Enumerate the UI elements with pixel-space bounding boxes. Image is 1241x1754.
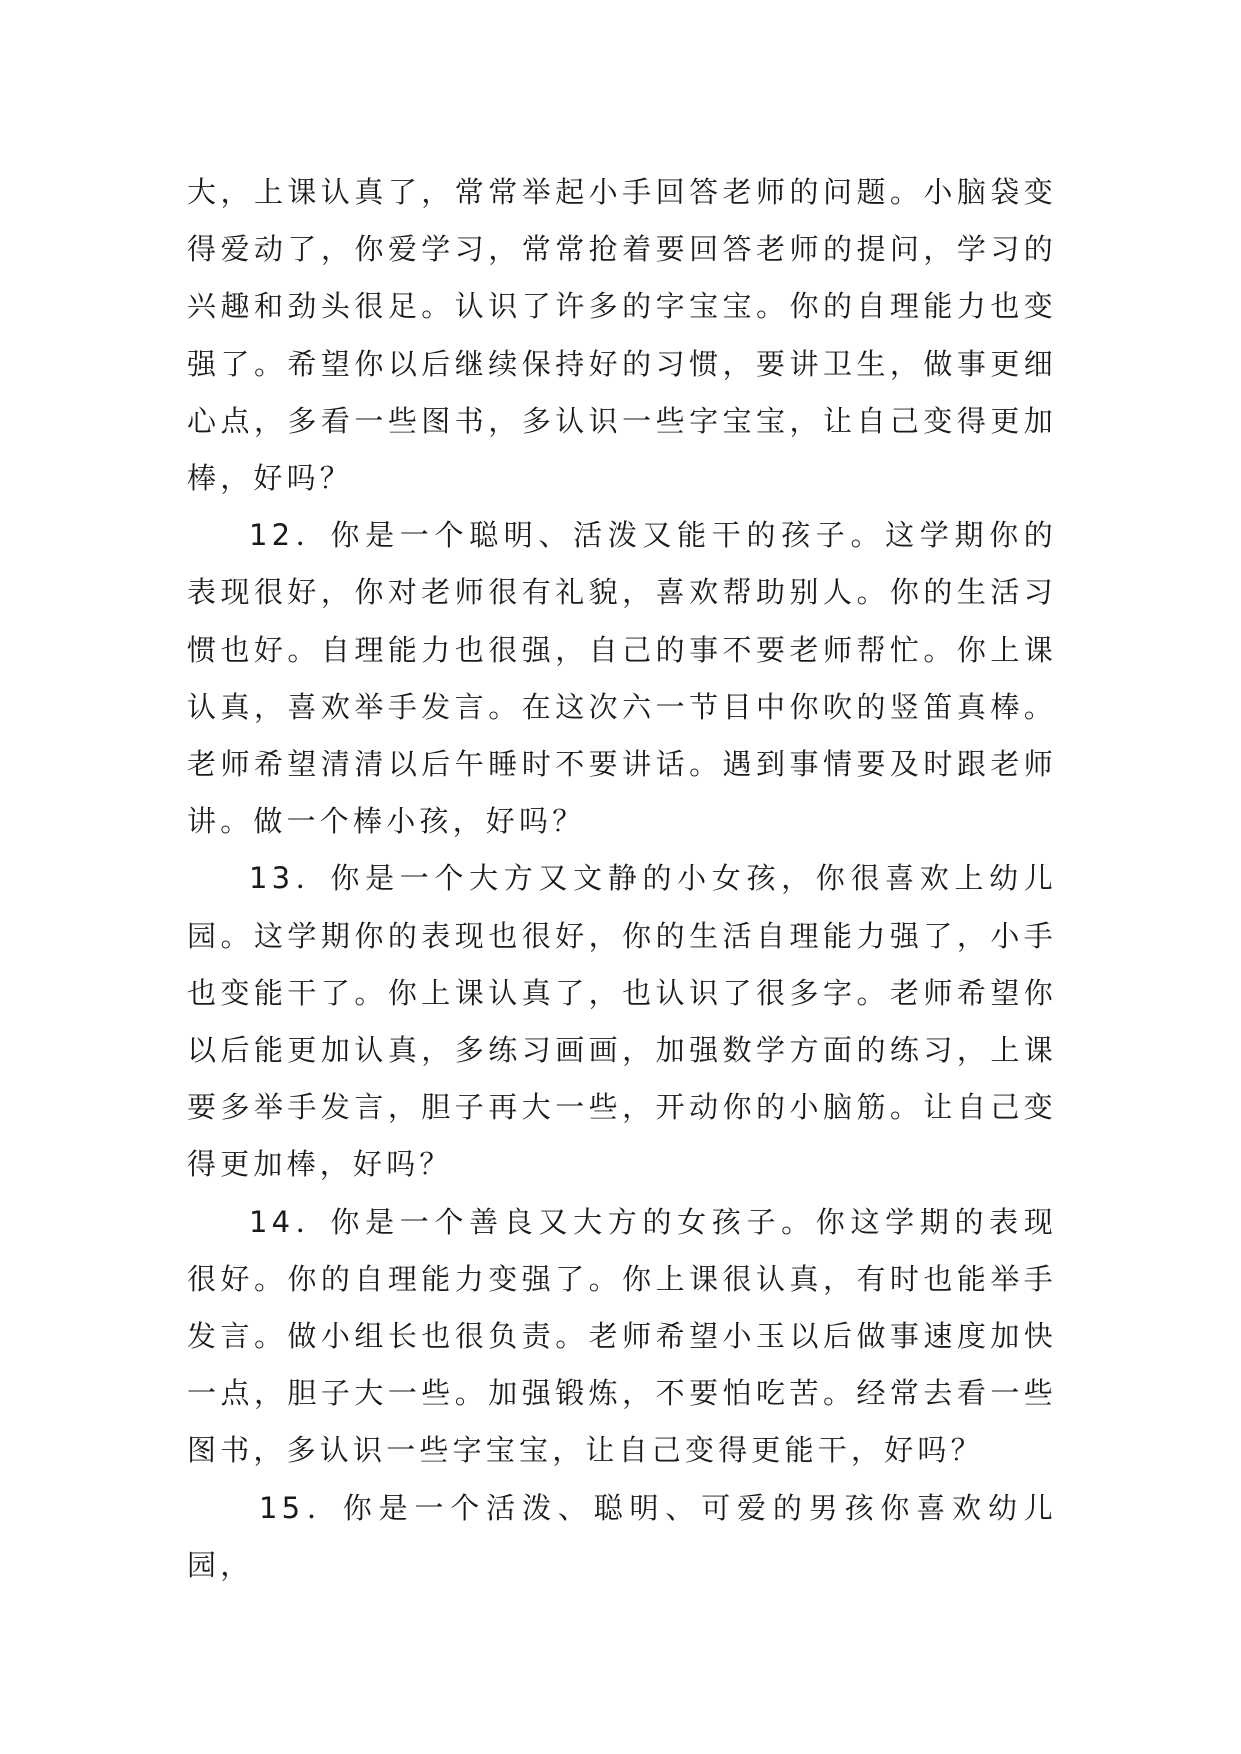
document-body xyxy=(187,164,1057,1594)
paragraph-15: 15．你是一个活泼、聪明、可爱的男孩你喜欢幼儿园， xyxy=(187,1490,1057,1582)
paragraph-13: 13．你是一个大方又文静的小女孩，你很喜欢上幼儿园。这学期你的表现也很好，你的生活自理能力强了，小手也变能干了。你上课认真了，也认识了很多字。老师希望你以后能更加认真，多练习画画，加强数学方面的练习，上课要多举手发言，胆子再大一些，开动你的小脑筋。让自己变得更加棒，好吗？ xyxy=(187,861,1057,1182)
paragraph-14: 14．你是一个善良又大方的女孩子。你这学期的表现很好。你的自理能力变强了。你上课很认真，有时也能举手发言。做小组长也很负责。老师希望小玉以后做事速度加快一点，胆子大一些。加强锻炼，不要怕吃苦。经常去看一些图书，多认识一些字宝宝，让自己变得更能干，好吗？ xyxy=(187,1204,1057,1468)
paragraph-12: 12．你是一个聪明、活泼又能干的孩子。这学期你的表现很好，你对老师很有礼貌，喜欢帮助别人。你的生活习惯也好。自理能力也很强，自己的事不要老师帮忙。你上课认真，喜欢举手发言。在这次六一节目中你吹的竖笛真棒。老师希望清清以后午睡时不要讲话。遇到事情要及时跟老师讲。做一个棒小孩，好吗？ xyxy=(187,518,1057,839)
paragraph-11-continued: 大，上课认真了，常常举起小手回答老师的问题。小脑袋变得爱动了，你爱学习，常常抢着要回答老师的提问，学习的兴趣和劲头很足。认识了许多的字宝宝。你的自理能力也变强了。希望你以后继续保持好的习惯，要讲卫生，做事更细心点，多看一些图书，多认识一些字宝宝，让自己变得更加棒，好吗？ xyxy=(187,175,1057,496)
